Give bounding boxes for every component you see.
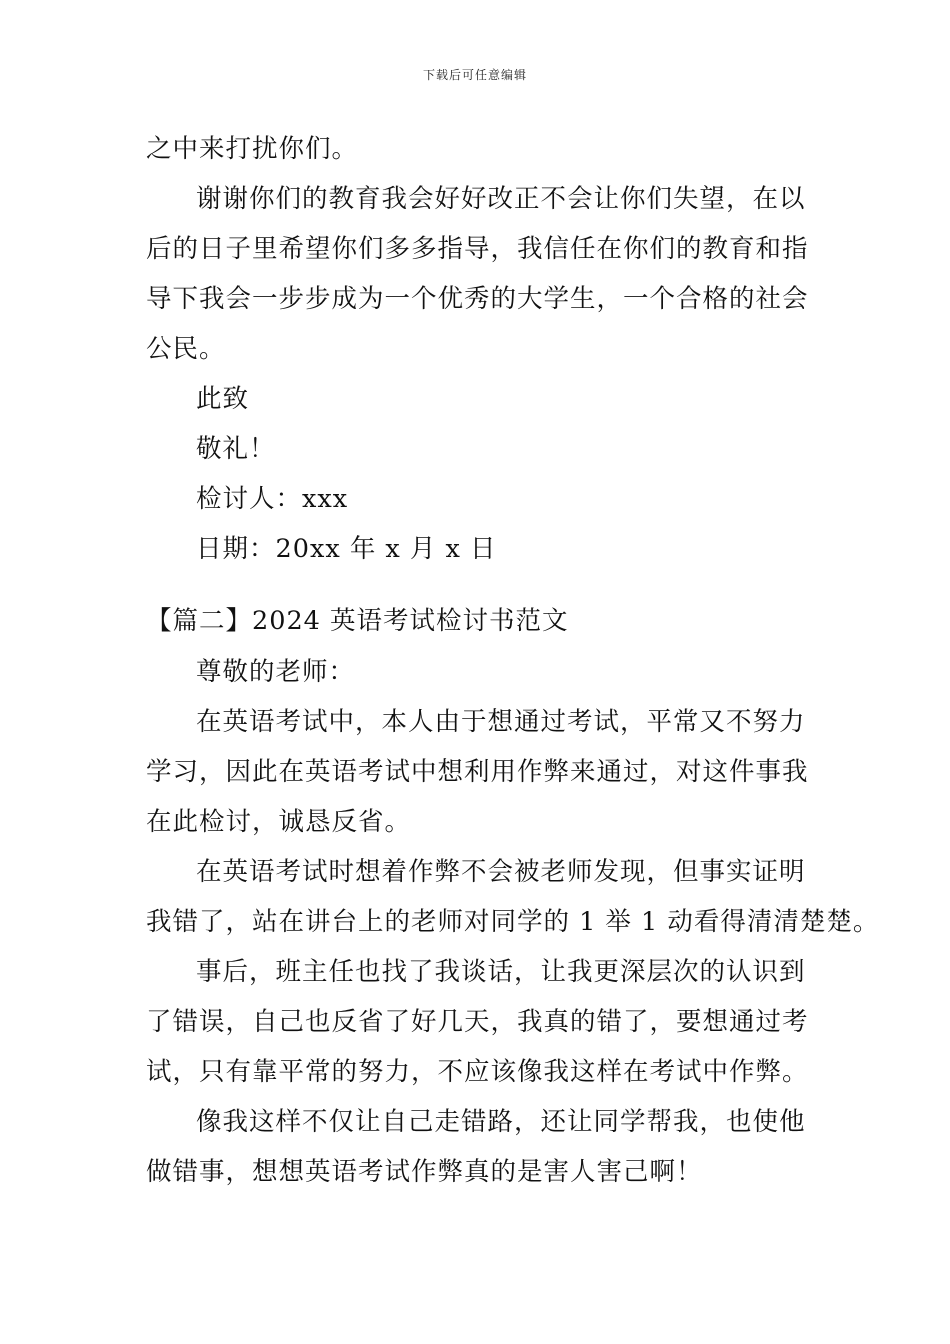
- body-line: 做错事，想想英语考试作弊真的是害人害己啊！: [146, 1157, 703, 1187]
- closing-salutation: 此致: [196, 384, 250, 414]
- body-line: 像我这样不仅让自己走错路，还让同学帮我，也使他: [196, 1107, 806, 1137]
- body-line: 我错了，站在讲台上的老师对同学的 1 举 1 动看得清清楚楚。: [146, 907, 880, 937]
- greeting: 尊敬的老师：: [196, 657, 356, 687]
- signature-name: 检讨人：xxx: [196, 484, 349, 514]
- body-line: 在此检讨，诚恳反省。: [146, 807, 412, 837]
- body-line: 谢谢你们的教育我会好好改正不会让你们失望，在以: [196, 184, 806, 214]
- body-line: 事后，班主任也找了我谈话，让我更深层次的认识到: [196, 957, 806, 987]
- body-line: 后的日子里希望你们多多指导，我信任在你们的教育和指: [146, 234, 809, 264]
- signature-date: 日期：20xx 年 x 月 x 日: [196, 534, 497, 564]
- body-line: 试，只有靠平常的努力，不应该像我这样在考试中作弊。: [146, 1057, 809, 1087]
- body-line: 在英语考试时想着作弊不会被老师发现，但事实证明: [196, 857, 806, 887]
- body-line: 导下我会一步步成为一个优秀的大学生，一个合格的社会: [146, 284, 809, 314]
- body-line: 之中来打扰你们。: [146, 134, 359, 164]
- section-title: 【篇二】2024 英语考试检讨书范文: [146, 606, 569, 636]
- body-line: 了错误，自己也反省了好几天，我真的错了，要想通过考: [146, 1007, 809, 1037]
- closing-regards: 敬礼！: [196, 434, 276, 464]
- page-header: 下载后可任意编辑: [422, 68, 527, 82]
- body-line: 在英语考试中，本人由于想通过考试，平常又不努力: [196, 707, 806, 737]
- body-line: 学习，因此在英语考试中想利用作弊来通过，对这件事我: [146, 757, 809, 787]
- body-line: 公民。: [146, 334, 226, 364]
